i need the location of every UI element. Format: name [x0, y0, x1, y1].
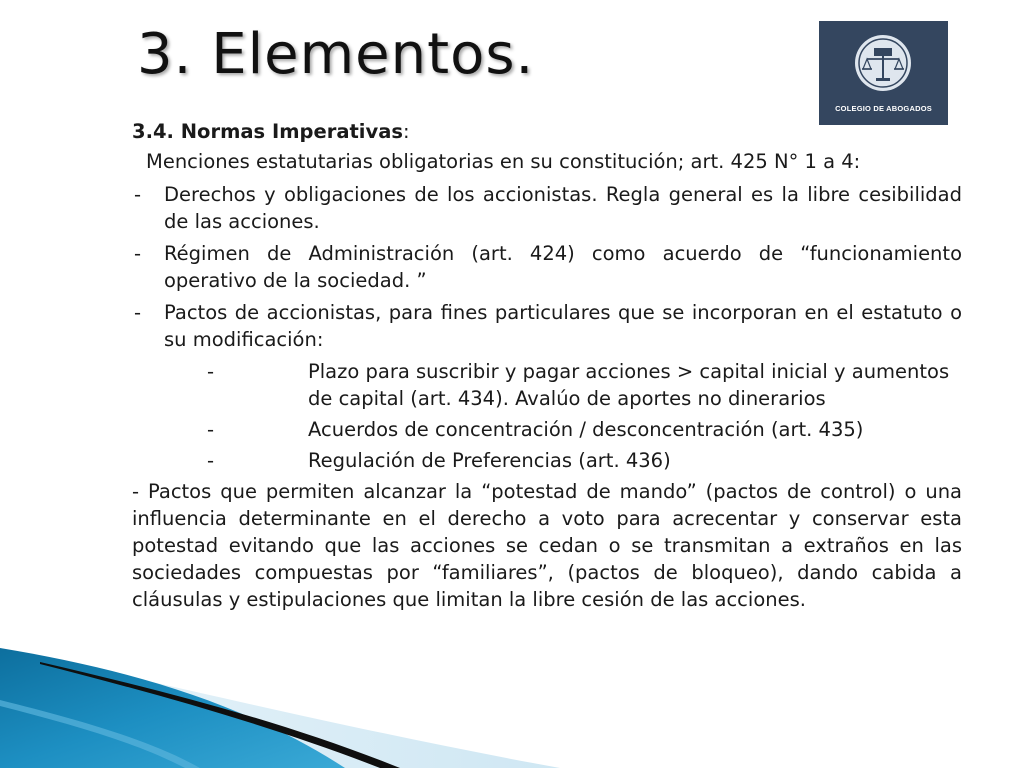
bullet-dash: -: [134, 183, 142, 206]
sub-bullet-dash: -: [207, 418, 215, 441]
bullet-dash: -: [134, 301, 142, 324]
logo-text: COLEGIO DE ABOGADOS: [835, 104, 932, 113]
sub-bullet-dash: -: [207, 449, 215, 472]
bullet-text: Régimen de Administración (art. 424) como acuerdo de “funcionamiento operativo de la sociedad. ”: [164, 242, 962, 292]
sub-bullet-dash: -: [207, 360, 215, 383]
bullet-text: Pactos de accionistas, para fines particulares que se incorporan en el estatuto o su modificación:: [164, 301, 962, 351]
sub-bullet-text: Acuerdos de concentración / desconcentración (art. 435): [308, 418, 864, 441]
subheading-label: 3.4. Normas Imperativas: [132, 120, 403, 143]
bullet-text: Derechos y obligaciones de los accionistas. Regla general es la libre cesibilidad de las acciones.: [164, 183, 962, 233]
bullet-dash: -: [134, 242, 142, 265]
subheading-colon: :: [402, 120, 410, 143]
bullet-item: [132, 299, 962, 353]
slide-body: [132, 118, 962, 613]
subheading: [132, 118, 962, 145]
sub-bullet-text: Plazo para suscribir y pagar acciones > capital inicial y aumentos de capital (art. 434). Avalúo de aportes no dinerarios: [308, 360, 950, 410]
final-paragraph: - Pactos que permiten alcanzar la “potestad de mando” (pactos de control) o una influencia determinante en el derecho a voto para acrecentar y conservar esta potestad evitando que las acciones se cedan o se transmitan a extraños en las sociedades compuestas por “familiares”, (pactos de bloqueo), dando cabida a cláusulas y estipulaciones que limitan la libre cesión de las acciones.: [132, 480, 962, 611]
bullet-item: [132, 181, 962, 235]
sub-bullet-text: Regulación de Preferencias (art. 436): [308, 449, 671, 472]
sub-bullet-item: [132, 416, 962, 443]
sub-bullet-item: [132, 447, 962, 474]
slide-title: 3. Elementos.: [137, 22, 535, 87]
bullet-item: [132, 240, 962, 294]
intro-line: Menciones estatutarias obligatorias en su constitución; art. 425 N° 1 a 4:: [146, 150, 861, 173]
sub-bullet-item: [132, 358, 962, 412]
colegio-abogados-logo: [819, 21, 948, 125]
